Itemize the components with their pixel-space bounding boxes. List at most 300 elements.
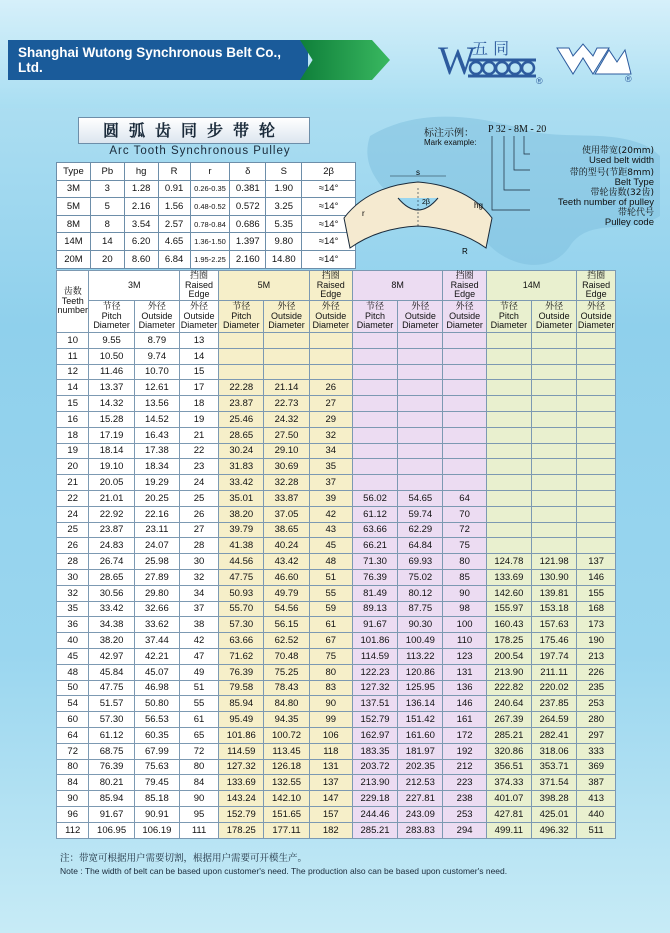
spec-cell: 8M [57,215,91,233]
spec-cell: 20 [90,250,124,268]
dimension-cell: 155.97 [486,601,531,617]
teeth-number-cell: 11 [57,348,89,364]
teeth-header: 齿数 Teeth number [57,271,89,333]
dimension-cell: 101.86 [352,633,397,649]
dimension-cell: 90 [443,585,486,601]
dimension-cell: 17.38 [134,443,179,459]
svg-text:W: W [438,38,476,83]
dimension-cell: 267.39 [486,712,531,728]
dimension-cell: 22.92 [89,506,134,522]
dimension-cell: 99 [309,712,352,728]
dimension-cell: 181.97 [398,743,443,759]
dimension-cell [352,411,397,427]
teeth-number-cell: 45 [57,648,89,664]
dimension-cell: 25 [180,490,219,506]
dimension-cell [531,475,576,491]
dimension-cell: 51 [180,680,219,696]
dimension-cell: 76.39 [219,664,264,680]
dimension-cell: 121.98 [531,554,576,570]
dimension-cell: 106 [309,727,352,743]
dimension-cell: 54.56 [264,601,309,617]
dimension-cell: 320.86 [486,743,531,759]
mark-example-code: P 32 - 8M - 20 [488,124,547,135]
dimension-cell [443,396,486,412]
teeth-number-cell: 72 [57,743,89,759]
dimension-cell: 56.02 [352,490,397,506]
dimension-cell: 131 [309,759,352,775]
dimension-cell: 62.52 [264,633,309,649]
table-row [57,538,616,554]
teeth-number-cell: 24 [57,506,89,522]
mark-example-label-cn: 标注示例： [424,128,474,139]
dimension-cell: 137.51 [352,696,397,712]
dimension-cell: 43.42 [264,554,309,570]
dimension-cell: 178.25 [219,822,264,838]
group-header-5m: 5M [219,271,310,301]
table-row [57,333,616,349]
dimension-cell: 25.98 [134,554,179,570]
dimension-cell [352,380,397,396]
dimension-cell: 136 [443,680,486,696]
dimension-cell: 75.25 [264,664,309,680]
spec-cell: 3.25 [266,198,302,216]
dimension-cell: 203.72 [352,759,397,775]
dimension-cell: 126.18 [264,759,309,775]
spec-table [56,162,356,269]
dimension-cell [577,506,616,522]
dimension-cell: 55 [309,585,352,601]
mark-example [424,124,664,234]
dimension-cell: 127.32 [352,680,397,696]
dimension-cell: 76.39 [352,569,397,585]
dimension-cell: 32.28 [264,475,309,491]
teeth-number-cell: 21 [57,475,89,491]
spec-cell: 6.84 [158,250,190,268]
dimension-cell: 20.25 [134,490,179,506]
dimension-cell: 146 [577,569,616,585]
dimension-cell: 24.83 [89,538,134,554]
table-row [57,617,616,633]
dimension-cell: 79.58 [219,680,264,696]
dimension-cell: 369 [577,759,616,775]
label-r: r [362,209,365,218]
dimension-cell: 401.07 [486,791,531,807]
dimension-cell: 67.99 [134,743,179,759]
dimension-cell [398,459,443,475]
dimension-cell: 79.45 [134,775,179,791]
dimension-cell: 80 [443,554,486,570]
dimension-cell: 65 [180,727,219,743]
pitch-diameter-header: 节径 Pitch Diameter [352,301,397,333]
outside-diameter-header: 外径 Outside Diameter [264,301,309,333]
dimension-cell: 24.07 [134,538,179,554]
dimension-cell: 114.59 [219,743,264,759]
dimension-cell: 89.13 [352,601,397,617]
dimension-cell [352,333,397,349]
dimension-cell [443,459,486,475]
table-row [57,396,616,412]
mark-item: 使用带宽(20mm) Used belt width [581,146,654,166]
dimension-cell [531,333,576,349]
table-row [57,727,616,743]
dimension-cell: 45.07 [134,664,179,680]
dimension-cell: 427.81 [486,806,531,822]
dimension-cell: 76.39 [89,759,134,775]
dimension-cell [531,443,576,459]
dimension-cell: 147 [309,791,352,807]
dimension-cell: 42.97 [89,648,134,664]
spec-cell: ≈14° [302,233,356,251]
dimension-cell: 39.79 [219,522,264,538]
table-row [57,680,616,696]
title-english: Arc Tooth Synchronous Pulley [109,145,291,157]
dimension-cell: 211.11 [531,664,576,680]
dimension-cell: 356.51 [486,759,531,775]
dimension-cell: 118 [309,743,352,759]
company-name: Shanghai Wutong Synchronous Belt Co., Ltd. [18,45,281,75]
dimension-cell: 200.54 [486,648,531,664]
dimension-cell: 40.24 [264,538,309,554]
table-row [57,427,616,443]
dimension-cell: 182 [309,822,352,838]
teeth-number-cell: 90 [57,791,89,807]
spec-cell: 2.16 [124,198,158,216]
dimension-cell: 238 [443,791,486,807]
teeth-number-cell: 36 [57,617,89,633]
dimension-cell [486,522,531,538]
dimension-cell: 95 [180,806,219,822]
table-row [57,554,616,570]
table-row [57,696,616,712]
dimension-cell: 45 [309,538,352,554]
dimension-cell [531,427,576,443]
dimension-cell: 71.30 [352,554,397,570]
spec-cell: 1.95-2.25 [190,250,230,268]
dimension-cell: 17.19 [89,427,134,443]
table-row [57,633,616,649]
spec-cell: 14.80 [266,250,302,268]
dimension-cell: 100.72 [264,727,309,743]
dimension-cell: 75 [443,538,486,554]
dimension-cell [398,443,443,459]
dimension-cell [352,475,397,491]
dimension-cell [398,348,443,364]
dimension-cell: 14 [180,348,219,364]
spec-header: hg [124,163,158,181]
table-row [57,601,616,617]
mark-example-label-en: Mark example: [424,138,477,147]
outside-diameter-header: 外径 Outside Diameter [443,301,486,333]
title-chinese: 圆弧齿同步带轮 [78,117,310,144]
table-row [57,348,616,364]
group-header-3m: 3M [89,271,180,301]
dimension-cell: 14.52 [134,411,179,427]
dimension-cell: 98 [443,601,486,617]
dimension-cell: 30.69 [264,459,309,475]
dimension-cell [398,364,443,380]
dimension-cell: 223 [443,775,486,791]
table-row [57,806,616,822]
dimension-cell: 168 [577,601,616,617]
dimension-cell: 511 [577,822,616,838]
dimension-cell: 37.44 [134,633,179,649]
teeth-number-cell: 96 [57,806,89,822]
dimension-cell: 32 [180,569,219,585]
dimension-cell: 45.84 [89,664,134,680]
dimension-cell: 30.24 [219,443,264,459]
dimension-cell: 42 [309,506,352,522]
dimension-cell: 142.60 [486,585,531,601]
table-row [57,585,616,601]
dimension-cell: 14.32 [89,396,134,412]
dimension-cell [486,538,531,554]
dimension-cell: 75.02 [398,569,443,585]
dimension-cell: 202.35 [398,759,443,775]
teeth-number-cell: 12 [57,364,89,380]
dimension-cell: 137 [577,554,616,570]
dimension-cell: 30 [180,554,219,570]
dimension-cell: 90 [309,696,352,712]
note-chinese: 注：带宽可根据用户需要切割，根据用户需要可开模生产。 [60,853,308,864]
dimension-cell: 95.49 [219,712,264,728]
dimension-cell: 61 [180,712,219,728]
teeth-number-cell: 32 [57,585,89,601]
dimension-cell [577,396,616,412]
spec-cell: 8 [90,215,124,233]
dimension-cell: 29 [309,411,352,427]
dimension-cell: 57.30 [89,712,134,728]
dimension-cell [577,380,616,396]
dimension-cell: 297 [577,727,616,743]
dimension-cell: 34.38 [89,617,134,633]
teeth-number-cell: 20 [57,459,89,475]
dimension-cell: 41.38 [219,538,264,554]
dimension-cell: 43 [309,522,352,538]
dimension-cell: 123 [443,648,486,664]
dimension-cell: 37.05 [264,506,309,522]
dimension-cell: 64.84 [398,538,443,554]
dimension-cell: 57.30 [219,617,264,633]
dimension-cell [531,522,576,538]
table-row [57,522,616,538]
pitch-diameter-header: 节径 Pitch Diameter [486,301,531,333]
spec-cell: 3.54 [124,215,158,233]
dimension-cell [577,411,616,427]
dimension-cell: 81.49 [352,585,397,601]
dimension-cell: 32 [309,427,352,443]
dimension-cell: 38.20 [219,506,264,522]
dimension-cell: 22.28 [219,380,264,396]
dimension-cell [486,333,531,349]
table-row [57,490,616,506]
dimension-cell: 413 [577,791,616,807]
spec-cell: 5M [57,198,91,216]
dimension-cell [577,364,616,380]
dimension-cell [352,348,397,364]
dimension-cell: 44.56 [219,554,264,570]
dimension-cell: 55 [180,696,219,712]
spec-row [57,198,356,216]
dimension-cell: 38.65 [264,522,309,538]
mark-item: 带轮代号 Pulley code [604,208,654,228]
raised-edge-header: 挡圈 Raised Edge [180,271,219,301]
dimension-cell: 175.46 [531,633,576,649]
dimension-cell: 18.14 [89,443,134,459]
dimension-cell: 30.56 [89,585,134,601]
dimension-cell: 23.11 [134,522,179,538]
spec-header: 2β [302,163,356,181]
dimension-cell [486,396,531,412]
spec-row [57,215,356,233]
dimension-cell: 64 [443,490,486,506]
label-2beta: 2β [422,199,430,206]
table-row [57,712,616,728]
dimension-cell: 35.01 [219,490,264,506]
dimension-cell: 294 [443,822,486,838]
dimension-cell: 28.65 [219,427,264,443]
dimension-cell: 19.29 [134,475,179,491]
dimension-cell: 353.71 [531,759,576,775]
dimension-cell: 371.54 [531,775,576,791]
dimension-cell: 213.90 [352,775,397,791]
dimension-cell: 61.12 [89,727,134,743]
table-row [57,664,616,680]
raised-edge-header: 挡圈 Raised Edge [309,271,352,301]
dimension-cell [486,490,531,506]
teeth-number-cell: 48 [57,664,89,680]
dimension-cell: 75.63 [134,759,179,775]
dimension-cell: 46.60 [264,569,309,585]
dimension-cell: 27 [309,396,352,412]
outside-diameter-header: 外径 Outside Diameter [180,301,219,333]
dimension-cell: 131 [443,664,486,680]
dimension-cell [531,490,576,506]
dimension-cell: 61.12 [352,506,397,522]
teeth-number-cell: 28 [57,554,89,570]
dimension-cell [486,364,531,380]
table-row [57,759,616,775]
dimension-cell: 51.57 [89,696,134,712]
mark-item: 带的型号(节距8mm) Belt Type [569,168,654,188]
teeth-number-cell: 60 [57,712,89,728]
dimension-cell: 26 [309,380,352,396]
dimension-cell: 23.87 [89,522,134,538]
dimension-cell [486,348,531,364]
dimension-cell: 220.02 [531,680,576,696]
dimension-cell: 85.94 [89,791,134,807]
dimension-cell: 440 [577,806,616,822]
teeth-number-cell: 25 [57,522,89,538]
dimension-cell: 318.06 [531,743,576,759]
dimension-cell: 34 [309,443,352,459]
dimension-cell: 161.60 [398,727,443,743]
dimension-cell [219,364,264,380]
dimension-cell [577,333,616,349]
pitch-diameter-header: 节径 Pitch Diameter [219,301,264,333]
dimension-cell: 33.42 [219,475,264,491]
dimension-cell [531,459,576,475]
dimension-cell [577,459,616,475]
spec-header: S [266,163,302,181]
spec-cell: 3 [90,180,124,198]
label-hg: hg [474,201,483,210]
dimension-cell [577,475,616,491]
dimension-cell: 42.21 [134,648,179,664]
dimension-cell: 84 [180,775,219,791]
spec-cell: 8.60 [124,250,158,268]
dimension-cell: 100.49 [398,633,443,649]
table-row [57,569,616,585]
dimension-cell: 8.79 [134,333,179,349]
dimension-cell: 27.89 [134,569,179,585]
dimension-cell: 18 [180,396,219,412]
dimension-cell: 91.67 [352,617,397,633]
table-row [57,822,616,838]
spec-cell: 1.56 [158,198,190,216]
dimension-cell: 101.86 [219,727,264,743]
dimension-cell: 192 [443,743,486,759]
dimension-cell [531,411,576,427]
spec-header: Pb [90,163,124,181]
sub-header-row [57,301,616,333]
dimension-cell: 136.14 [398,696,443,712]
dimension-cell: 67 [309,633,352,649]
group-header-14m: 14M [486,271,577,301]
dimension-cell: 155 [577,585,616,601]
teeth-number-cell: 30 [57,569,89,585]
dimension-cell: 19.10 [89,459,134,475]
dimension-cell: 47.75 [219,569,264,585]
teeth-number-cell: 22 [57,490,89,506]
green-arrow-decoration [300,40,390,80]
dimension-cell [443,348,486,364]
mark-leader-lines [490,136,530,226]
dimension-cell: 60.35 [134,727,179,743]
dimension-cell [531,506,576,522]
dimension-cell: 162.97 [352,727,397,743]
dimension-cell: 91.67 [89,806,134,822]
spec-header-row [57,163,356,181]
outside-diameter-header: 外径 Outside Diameter [134,301,179,333]
dimension-cell [486,380,531,396]
spec-cell: 2.160 [230,250,266,268]
table-row [57,459,616,475]
dimension-cell: 243.09 [398,806,443,822]
dimension-cell: 21.01 [89,490,134,506]
table-row [57,648,616,664]
pulley-dimension-table [56,270,616,839]
dimension-cell: 222.82 [486,680,531,696]
dimension-cell: 26 [180,506,219,522]
dimension-cell: 34 [180,585,219,601]
dimension-cell [219,348,264,364]
dimension-cell: 374.33 [486,775,531,791]
dimension-cell [264,333,309,349]
teeth-number-cell: 18 [57,427,89,443]
dimension-cell: 70.48 [264,648,309,664]
spec-row [57,180,356,198]
dimension-cell: 85.18 [134,791,179,807]
dimension-cell: 114.59 [352,648,397,664]
dimension-cell: 229.18 [352,791,397,807]
dimension-cell: 71.62 [219,648,264,664]
dimension-cell: 235 [577,680,616,696]
dimension-cell [577,427,616,443]
dimension-cell: 21.14 [264,380,309,396]
dimension-cell [443,333,486,349]
spec-cell: 5.35 [266,215,302,233]
dimension-cell: 253 [577,696,616,712]
